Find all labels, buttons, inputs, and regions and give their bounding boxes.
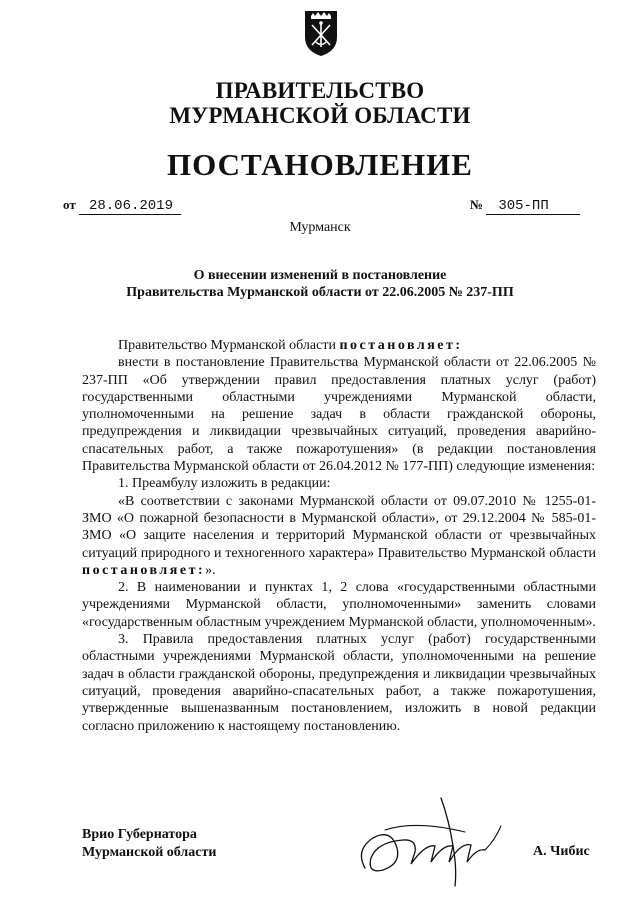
subject-line2: Правительства Мурманской области от 22.06.2005 № 237-ПП [126, 285, 514, 300]
date-row [63, 197, 181, 215]
number-row [470, 197, 580, 215]
body-paragraph-2: внести в постановление Правительства Мурманской области от 22.06.2005 № 237-ПП «Об утверждении правил предоставления платных услуг (работ) государственными областными учреждениями Мурманской области, уполномоченными на решение задач в области гражданской обороны, предупреждения и ликвидации чрезвычайных ситуаций, проведения аварийно-спасательных работ, а также пожаротушения» (в редакции постановления Правительства Мурманской области от 26.04.2012 № 177-ПП) следующие изменения: [82, 355, 596, 475]
body-paragraph-4 [82, 493, 596, 579]
body-p1-spaced: постановляет: [339, 338, 463, 353]
signatory-title-line2: Мурманской области [82, 845, 217, 860]
government-title-line1: ПРАВИТЕЛЬСТВО [215, 78, 425, 103]
body-paragraph-5: 2. В наименовании и пунктах 1, 2 слова «государственными областными учреждениями Мурманской области, уполномоченными» заменить словами «государственным областным учреждением Мурманской области, уполномоченным». [82, 580, 596, 630]
document-number: 305-ПП [486, 198, 580, 215]
body-p1-text: Правительство Мурманской области [118, 338, 340, 353]
body-paragraph-1 [82, 337, 596, 354]
body-paragraph-3: 1. Преамбулу изложить в редакции: [118, 476, 331, 492]
subject-line1: О внесении изменений в постановление [193, 268, 447, 283]
body-paragraph-6: 3. Правила предоставления платных услуг (работ) государственными областными учреждениями Мурманской области, уполномоченными на решение задач в области гражданской обороны, предупреждения и ликвидации чрезвычайных ситуаций, проведения аварийно-спасательных работ, а также пожаротушения, утвержденные вышеназванным постановлением, изложить в новой редакции согласно приложению к настоящему постановлению. [82, 632, 596, 734]
government-title [0, 78, 640, 128]
document-subject [0, 267, 640, 301]
body-p4-end: ». [205, 562, 216, 578]
government-title-line2: МУРМАНСКОЙ ОБЛАСТИ [169, 103, 471, 128]
handwritten-signature [345, 790, 515, 890]
signatory-name: А. Чибис [533, 844, 590, 859]
date-prefix: от [63, 197, 76, 212]
body-p4-spaced: постановляет: [82, 562, 206, 578]
document-body [82, 337, 596, 735]
number-prefix: № [470, 197, 484, 212]
body-p4-text: «В соответствии с законами Мурманской области от 09.07.2010 № 1255-01-ЗМО «О пожарной безопасности в Мурманской области», от 29.12.2004 № 585-01-ЗМО «О защите населения и территорий Мурманской области от чрезвычайных ситуаций природного и техногенного характера» Правительство Мурманской области [82, 493, 596, 561]
document-type-heading: ПОСТАНОВЛЕНИЕ [167, 147, 473, 182]
signatory-title [82, 826, 216, 862]
coat-of-arms-emblem [303, 7, 339, 57]
signatory-title-line1: Врио Губернатора [82, 827, 197, 842]
document-date: 28.06.2019 [79, 198, 181, 215]
city-name: Мурманск [289, 220, 351, 235]
